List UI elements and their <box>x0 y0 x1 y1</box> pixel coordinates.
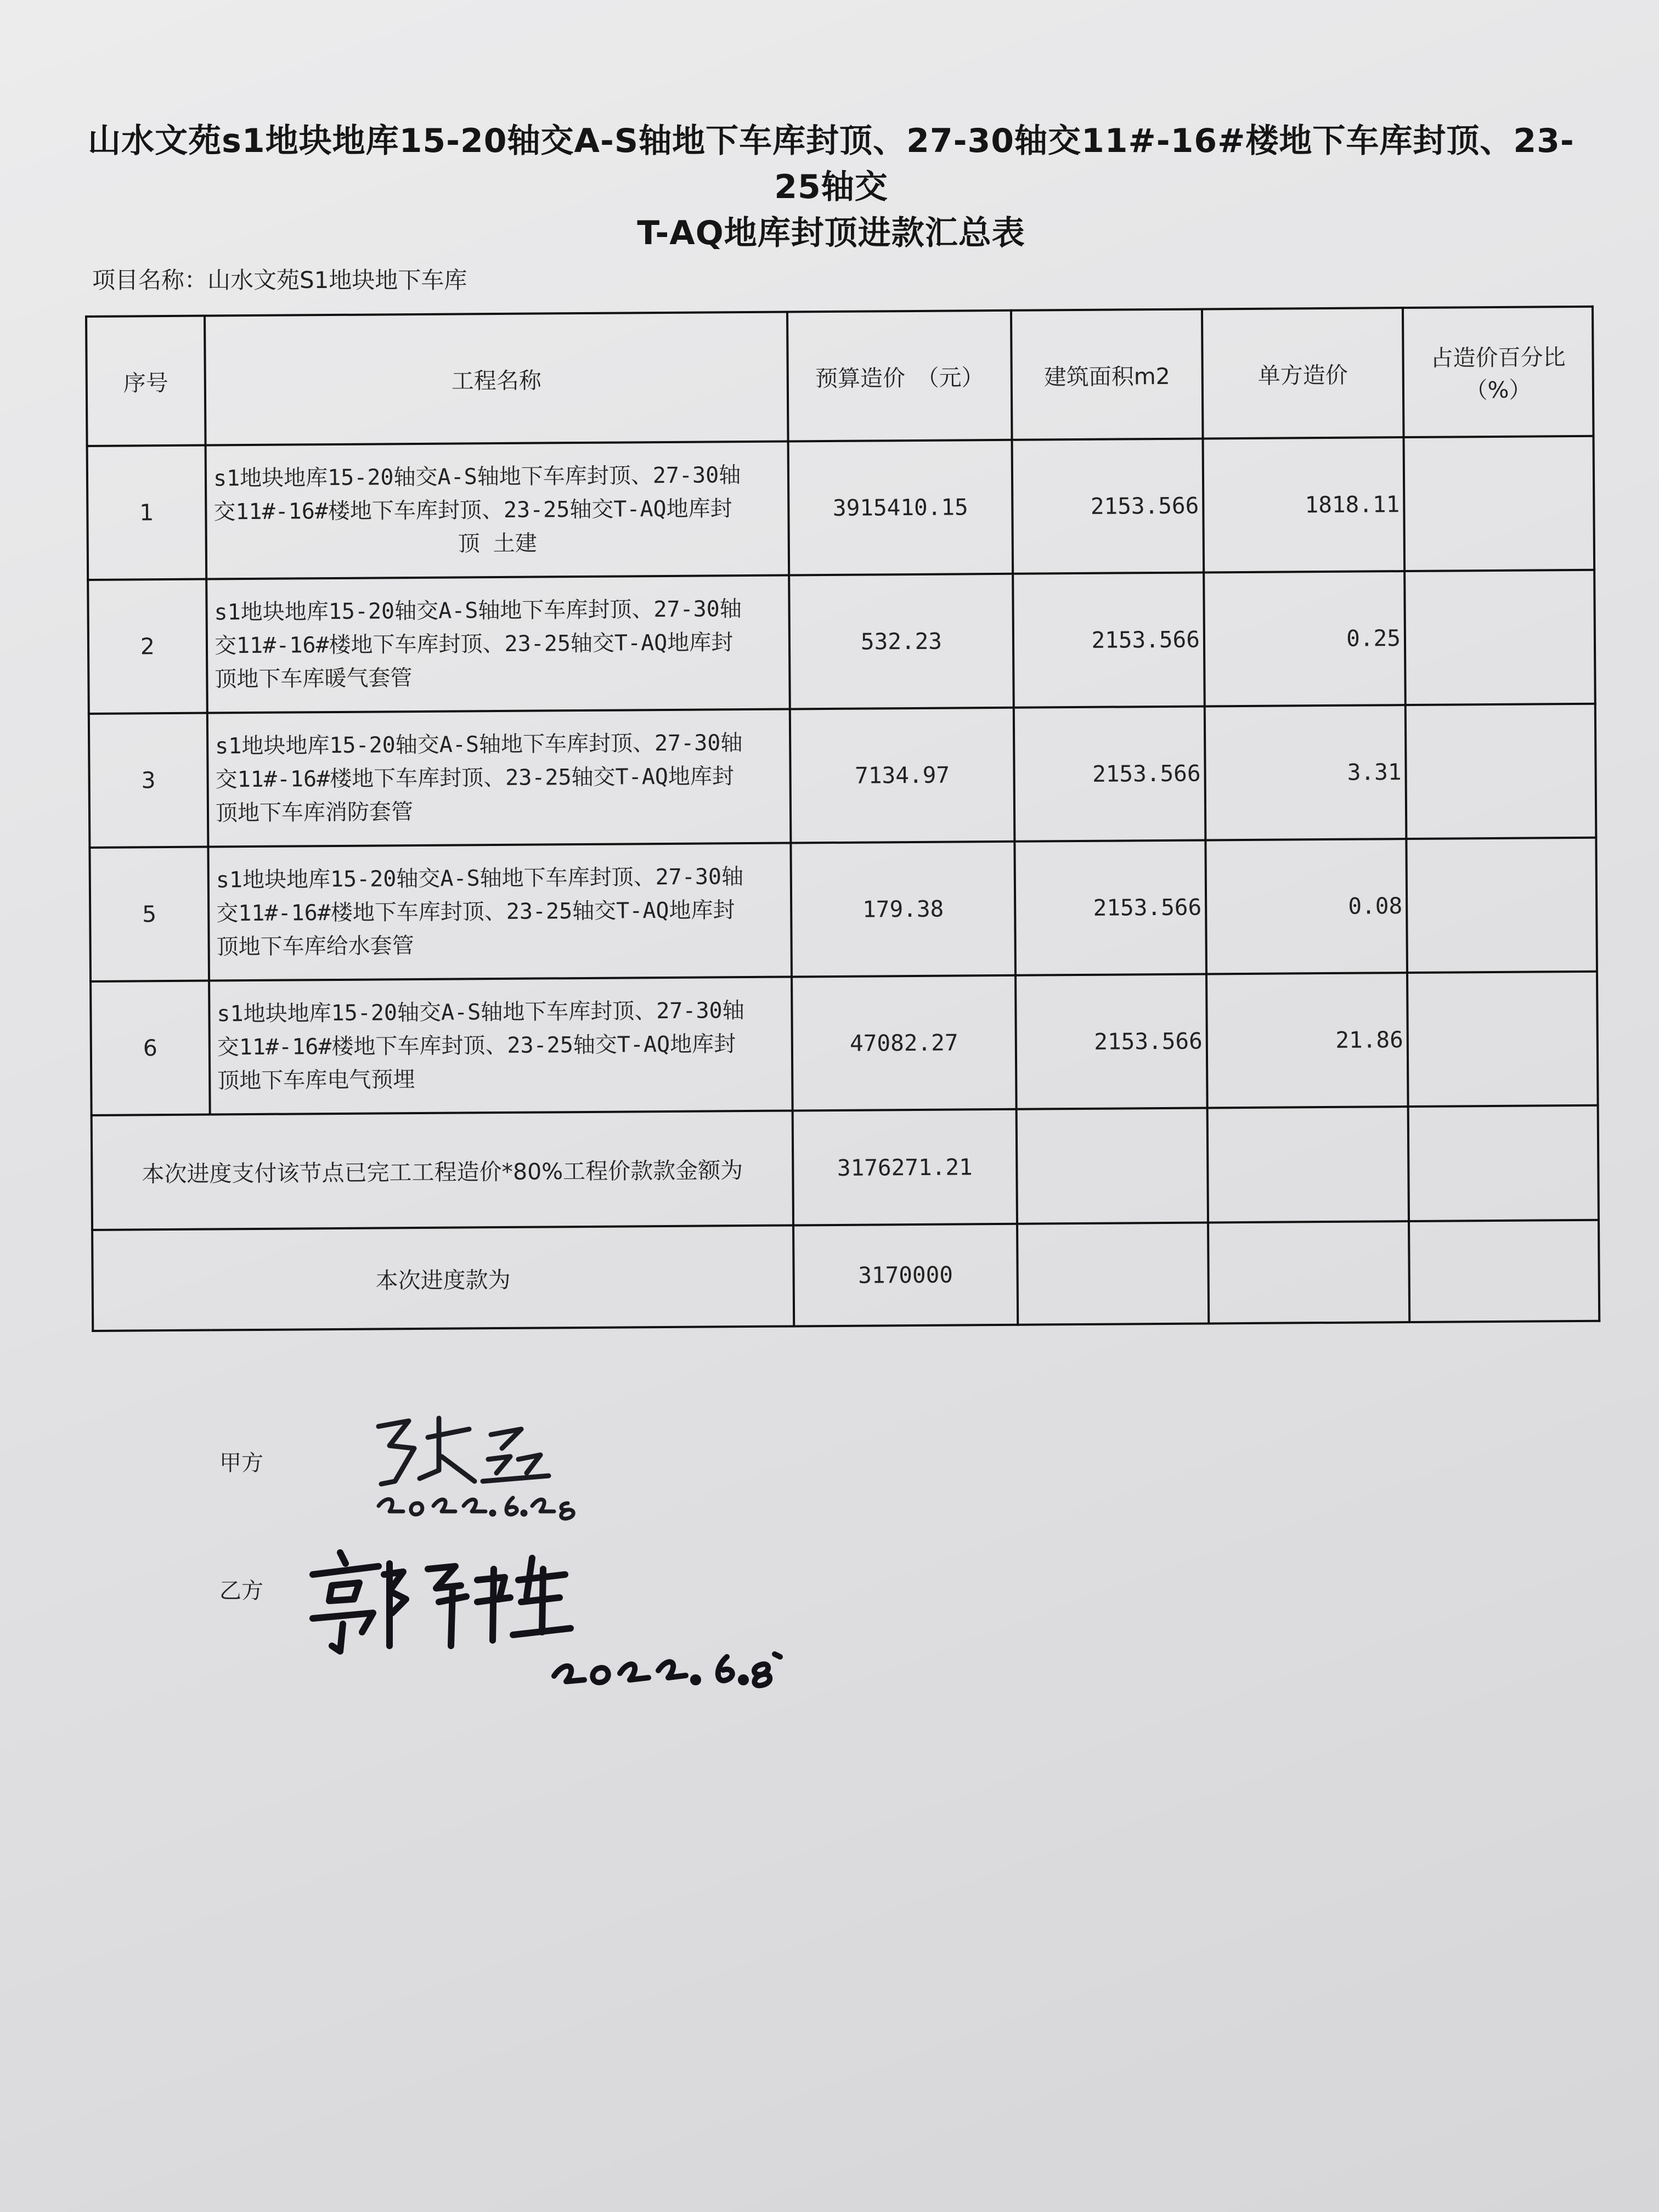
table-row <box>89 704 1596 848</box>
title-line-1: 山水文苑s1地块地库15-20轴交A-S轴地下车库封顶、27-30轴交11#-16#楼地下车库封顶、23-25轴交 <box>88 122 1575 206</box>
row-name-line: 交11#-16#楼地下车库封顶、23-25轴交T-AQ地库封 <box>214 629 733 658</box>
document-title <box>82 118 1580 256</box>
table-row <box>89 838 1597 981</box>
row-percent <box>1406 704 1596 839</box>
row-index: 6 <box>91 981 210 1115</box>
summary-empty-cell <box>1408 1105 1599 1221</box>
header-percent-line2: （%） <box>1465 376 1532 404</box>
row-budget: 47082.27 <box>792 975 1017 1111</box>
row-project-name <box>206 442 789 579</box>
progress-empty-cell <box>1017 1222 1209 1324</box>
progress-empty-cell <box>1409 1220 1599 1322</box>
summary-empty-cell <box>1207 1107 1409 1222</box>
row-index: 3 <box>89 713 208 848</box>
row-index: 2 <box>88 579 207 714</box>
row-project-name <box>209 977 793 1114</box>
summary-row <box>92 1105 1599 1230</box>
row-budget: 3915410.15 <box>788 440 1013 575</box>
title-line-2: T-AQ地库封顶进款汇总表 <box>637 214 1025 252</box>
row-budget: 532.23 <box>789 574 1014 709</box>
row-name-line: 顶地下车库电气预埋 <box>217 1066 415 1093</box>
row-name-line: 交11#-16#楼地下车库封顶、23-25轴交T-AQ地库封 <box>215 763 735 792</box>
row-name-line: 顶地下车库消防套管 <box>215 799 414 826</box>
row-percent <box>1406 838 1597 973</box>
party-b-signature <box>302 1536 795 1701</box>
row-percent <box>1407 972 1598 1107</box>
row-name-line: 交11#-16#楼地下车库封顶、23-25轴交T-AQ地库封 <box>213 495 732 524</box>
table-row <box>87 436 1595 580</box>
row-area: 2153.566 <box>1012 438 1204 573</box>
row-name-line: s1地块地库15-20轴交A-S轴地下车库封顶、27-30轴 <box>215 730 743 759</box>
table-row <box>88 570 1595 714</box>
header-unit-price: 单方造价 <box>1202 308 1404 438</box>
row-name-line: 交11#-16#楼地下车库封顶、23-25轴交T-AQ地库封 <box>217 1031 736 1060</box>
row-project-name <box>207 709 791 847</box>
row-unit-price: 3.31 <box>1205 705 1407 840</box>
header-percent-line1: 占造价百分比 <box>1430 344 1566 371</box>
project-label: 项目名称： <box>92 267 208 294</box>
row-budget: 179.38 <box>791 842 1015 977</box>
project-name-line <box>92 262 467 295</box>
row-unit-price: 1818.11 <box>1203 437 1405 572</box>
header-area: 建筑面积m2 <box>1011 309 1203 439</box>
row-area: 2153.566 <box>1014 840 1206 975</box>
row-index: 1 <box>87 445 207 580</box>
row-index: 5 <box>89 847 209 981</box>
row-budget: 7134.97 <box>790 708 1015 843</box>
summary-label: 本次进度支付该节点已完工工程造价*80%工程价款款金额为 <box>92 1110 793 1229</box>
row-unit-price: 21.86 <box>1206 973 1408 1108</box>
party-a-signature <box>357 1404 587 1531</box>
row-project-name <box>206 575 790 713</box>
row-name-line: 顶 土建 <box>458 531 537 557</box>
row-name-line: 交11#-16#楼地下车库封顶、23-25轴交T-AQ地库封 <box>216 897 735 926</box>
row-unit-price: 0.08 <box>1205 839 1407 974</box>
progress-value: 3170000 <box>793 1224 1018 1327</box>
row-name-line: 顶地下车库给水套管 <box>216 933 414 960</box>
summary-table-wrapper <box>85 306 1600 1332</box>
summary-empty-cell <box>1017 1108 1208 1223</box>
party-b-label: 乙方 <box>219 1578 263 1604</box>
row-project-name <box>208 843 792 980</box>
table-header-row <box>86 307 1594 446</box>
row-area: 2153.566 <box>1013 572 1205 707</box>
progress-empty-cell <box>1208 1221 1409 1323</box>
row-name-line: s1地块地库15-20轴交A-S轴地下车库封顶、27-30轴 <box>216 864 744 893</box>
summary-table <box>85 306 1600 1332</box>
row-area: 2153.566 <box>1015 974 1207 1109</box>
row-unit-price: 0.25 <box>1204 571 1406 706</box>
progress-label: 本次进度款为 <box>92 1225 794 1330</box>
row-name-line: s1地块地库15-20轴交A-S轴地下车库封顶、27-30轴 <box>214 596 742 625</box>
project-name: 山水文苑S1地块地下车库 <box>207 267 467 294</box>
row-name-line: s1地块地库15-20轴交A-S轴地下车库封顶、27-30轴 <box>213 462 741 491</box>
summary-value: 3176271.21 <box>793 1109 1017 1226</box>
row-percent <box>1404 570 1595 705</box>
row-name-line: s1地块地库15-20轴交A-S轴地下车库封顶、27-30轴 <box>217 997 744 1026</box>
party-a-label: 甲方 <box>219 1451 263 1476</box>
header-index: 序号 <box>86 316 206 446</box>
header-percent <box>1403 307 1594 437</box>
header-budget: 预算造价 （元） <box>787 311 1012 442</box>
row-percent <box>1404 436 1595 571</box>
row-name-line: 顶地下车库暖气套管 <box>215 665 413 692</box>
table-row <box>91 972 1598 1115</box>
header-name: 工程名称 <box>205 312 788 445</box>
progress-row <box>92 1220 1599 1331</box>
row-area: 2153.566 <box>1014 706 1206 841</box>
